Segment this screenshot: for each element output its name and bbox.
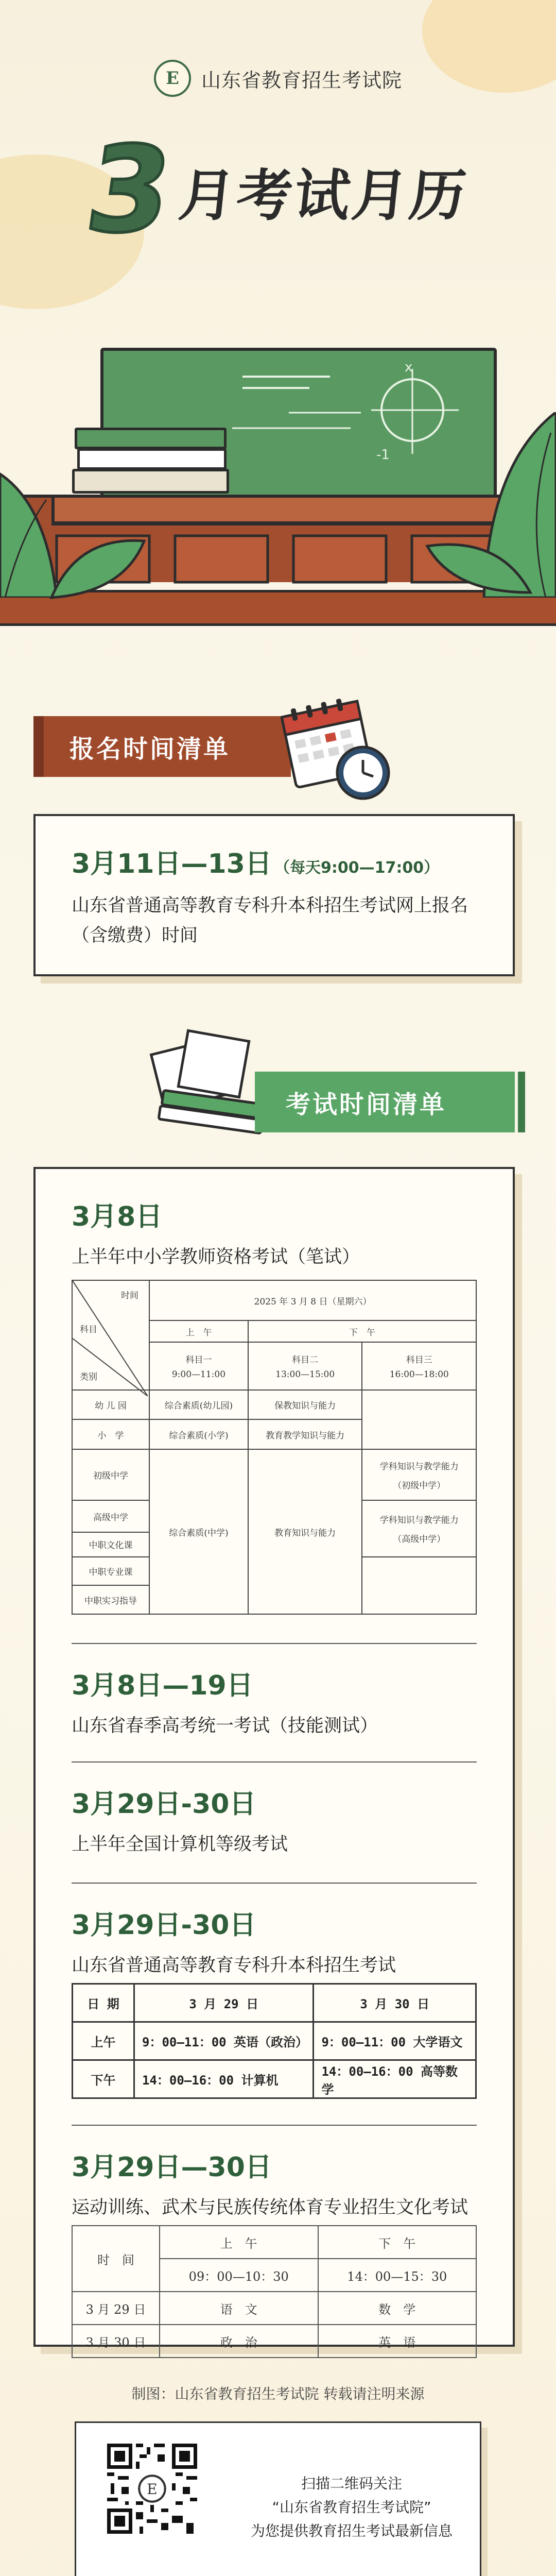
teacher-exam-table: [72, 1280, 477, 1615]
table-date-header: 2025 年 3 月 8 日（星期六）: [149, 1280, 476, 1320]
exam-title: 上半年全国计算机等级考试: [72, 1834, 288, 1855]
exam-item: [72, 1195, 477, 1268]
table-cell: 综合素质(小学): [149, 1419, 248, 1449]
exam-item: [72, 2145, 477, 2219]
exam-date: 3月29日-30日: [72, 1789, 256, 1820]
table-cell: 时 间: [72, 2226, 160, 2292]
table-cell: 科目一 9:00—11:00: [149, 1342, 248, 1390]
table-row-label: 初级中学: [72, 1449, 149, 1500]
table-row-label: 中职文化课: [72, 1532, 149, 1556]
exam-title: 山东省春季高考统一考试（技能测试）: [72, 1716, 378, 1736]
table-cell: [362, 1390, 476, 1450]
table-cell: 数 学: [318, 2292, 477, 2325]
exam-banner-label: 考试时间清单: [286, 1090, 447, 1119]
section-divider: [72, 1761, 477, 1762]
qr-card: [75, 2421, 481, 2576]
sports-exam-table: [72, 2225, 477, 2358]
table-cell: 学科知识与教学能力 （初级中学）: [362, 1449, 476, 1500]
svg-text:E: E: [147, 2481, 158, 2498]
table-cell: 保教知识与能力: [248, 1390, 362, 1420]
table-cell: 上 午: [160, 2226, 318, 2259]
exam-title: 上半年中小学教师资格考试（笔试）: [72, 1247, 360, 1267]
org-logo-icon: E: [154, 60, 191, 97]
table-row-label: 小 学: [72, 1419, 149, 1449]
table-cell: 教育知识与能力: [248, 1449, 362, 1614]
exam-date: 3月29日—30日: [72, 2152, 272, 2183]
registration-date: 3月11日—13日: [72, 849, 272, 879]
table-cell: 3 月 30 日: [314, 1984, 476, 2022]
table-cell: 综合素质(中学): [149, 1449, 248, 1614]
section-divider: [72, 2125, 477, 2126]
title-text: 月考试月历: [176, 163, 471, 228]
table-row-label: 高级中学: [72, 1500, 149, 1532]
book-icon: [77, 448, 227, 470]
table-cell: 政 治: [160, 2325, 318, 2358]
table-cell: 9：00—11：00 大学语文: [314, 2022, 476, 2060]
table-corner: 时间 科目 类别: [72, 1280, 149, 1390]
qr-caption: [241, 2472, 462, 2543]
exam-date: 3月8日—19日: [72, 1670, 253, 1701]
exam-item: [72, 1782, 477, 1856]
table-cell: 14：00—15：30: [318, 2259, 477, 2292]
table-cell: 3 月 30 日: [72, 2325, 160, 2358]
table-cell: 科目三 16:00—18:00: [362, 1342, 476, 1390]
calendar-clock-icon: [281, 688, 394, 806]
exam-title: 山东省普通高等教育专科升本科招生考试: [72, 1955, 396, 1976]
table-cell: 3 月 29 日: [72, 2292, 160, 2325]
table-cell: 14：00—16：00 高等数学: [314, 2060, 476, 2098]
table-cell: 学科知识与教学能力 （高级中学）: [362, 1500, 476, 1556]
svg-text:x: x: [405, 360, 413, 375]
page-title: [0, 122, 556, 259]
table-cell: 上 午: [149, 1320, 248, 1342]
org-header: [0, 58, 556, 99]
plant-right-leaf-icon: [422, 531, 535, 598]
exam-date: 3月29日-30日: [72, 1910, 256, 1941]
table-cell: [362, 1557, 476, 1615]
table-cell: 科目二 13:00—15:00: [248, 1342, 362, 1390]
table-cell: 09：00—10：30: [160, 2259, 318, 2292]
table-cell: 下午: [73, 2060, 134, 2098]
section-divider: [72, 1883, 477, 1884]
registration-banner: [33, 716, 291, 777]
org-name: 山东省教育招生考试院: [201, 69, 402, 92]
registration-hours: （每天9:00—17:00）: [274, 859, 440, 877]
qr-code-icon[interactable]: [107, 2444, 197, 2534]
exam-item: [72, 1664, 477, 1737]
footer-credit: 制图：山东省教育招生考试院 转载请注明来源: [131, 2385, 425, 2402]
table-cell: 3 月 29 日: [134, 1984, 314, 2022]
table-cell: 上午: [73, 2022, 134, 2060]
qr-caption-line: “山东省教育招生考试院”: [272, 2499, 431, 2516]
upgrade-exam-table: [72, 1983, 477, 2099]
table-cell: 教育教学知识与能力: [248, 1419, 362, 1449]
desk-top: [51, 495, 505, 526]
table-cell: 14：00—16：00 计算机: [134, 2060, 314, 2098]
registration-banner-label: 报名时间清单: [70, 734, 231, 764]
qr-caption-line: 为您提供教育招生考试最新信息: [250, 2522, 453, 2539]
book-icon: [75, 428, 227, 449]
qr-caption-line: 扫描二维码关注: [301, 2475, 402, 2492]
exam-item: [72, 1903, 477, 1977]
exam-banner: [255, 1072, 515, 1132]
table-cell: 日 期: [73, 1984, 134, 2022]
book-icon: [72, 469, 229, 494]
registration-card: [33, 814, 515, 976]
exam-date: 3月8日: [72, 1201, 163, 1232]
table-cell: 综合素质(幼儿园): [149, 1390, 248, 1420]
table-cell: 下 午: [318, 2226, 477, 2259]
table-cell: 9：00—11：00 英语（政治）: [134, 2022, 314, 2060]
exam-schedule-card: [33, 1167, 515, 2350]
table-cell: 语 文: [160, 2292, 318, 2325]
svg-text:-1: -1: [376, 447, 390, 463]
table-row-label: 幼 儿 园: [72, 1390, 149, 1420]
plant-left-leaf-icon: [46, 531, 149, 603]
table-row-label: 中职专业课: [72, 1557, 149, 1586]
table-cell: 下 午: [248, 1320, 476, 1342]
registration-description: 山东省普通高等教育专科升本科招生考试网上报名（含缴费）时间: [72, 895, 468, 946]
table-cell: 英 语: [318, 2325, 477, 2358]
exam-title: 运动训练、武术与民族传统体育专业招生文化考试: [72, 2197, 468, 2218]
table-row-label: 中职实习指导: [72, 1585, 149, 1614]
section-divider: [72, 1643, 477, 1644]
title-number: 3: [78, 122, 180, 259]
